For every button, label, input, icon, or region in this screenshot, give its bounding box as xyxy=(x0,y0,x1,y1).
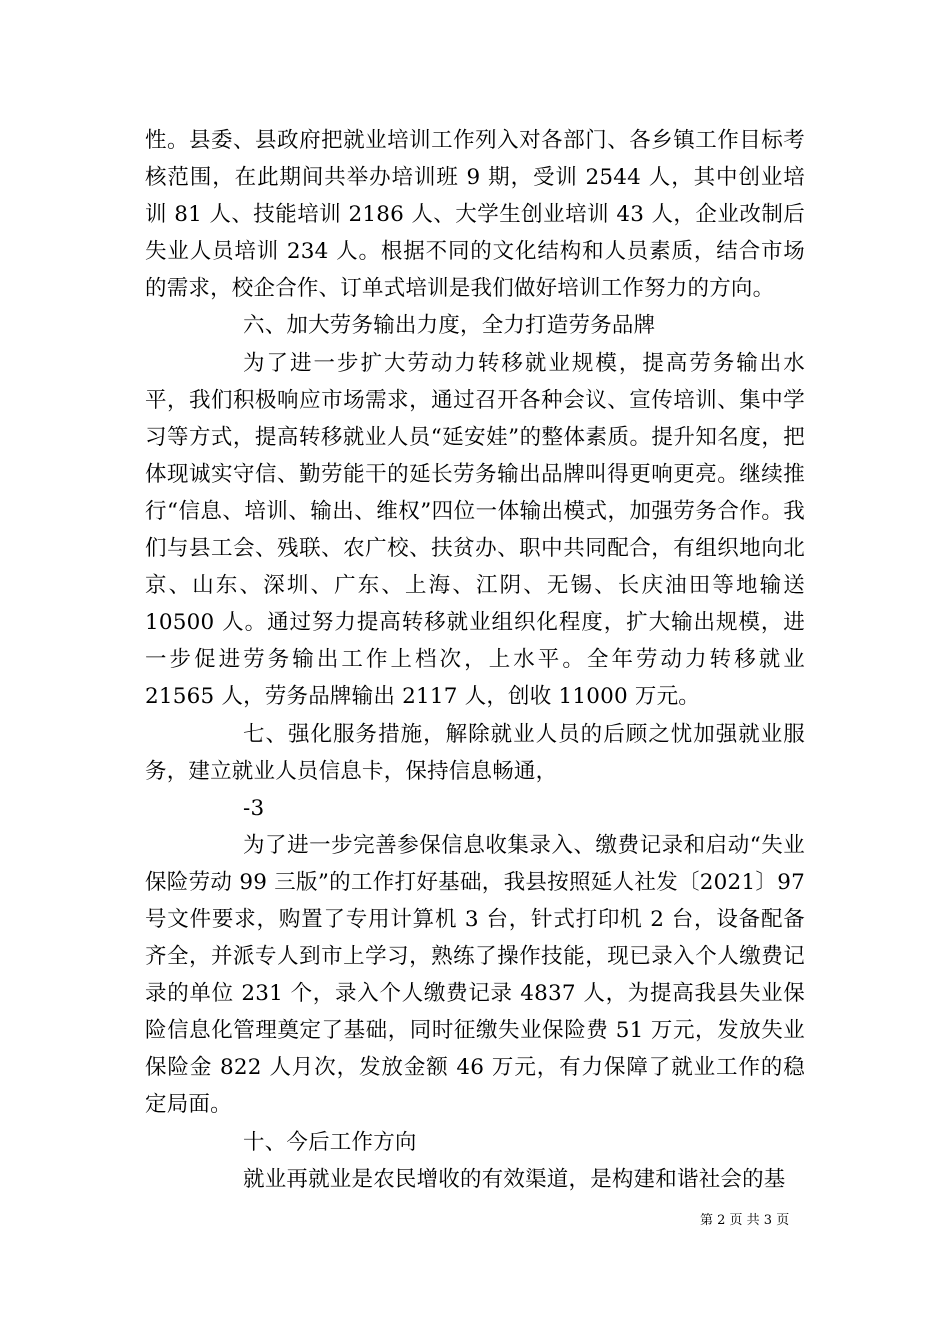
paragraph-2: 为了进一步扩大劳动力转移就业规模，提高劳务输出水平，我们积极响应市场需求，通过召开各种会议、宣传培训、集中学习等方式，提高转移就业人员“延安娃”的整体素质。提升知名度，把体现诚实守信、勤劳能干的延长劳务输出品牌叫得更响更亮。继续推行“信息、培训、输出、维权”四位一体输出模式，加强劳务合作。我们与县工会、残联、农广校、扶贫办、职中共同配合，有组织地向北京、山东、深圳、广东、上海、江阴、无锡、长庆油田等地输送 10500 人。通过努力提高转移就业组织化程度，扩大输出规模，进一步促进劳务输出工作上档次，上水平。全年劳动力转移就业 21565 人，劳务品牌输出 2117 人，创收 11000 万元。 xyxy=(145,350,805,710)
page-number-footer: 第 2 页 共 3 页 xyxy=(700,1213,790,1228)
section-heading-6: 六、加大劳务输出力度，全力打造劳务品牌 xyxy=(243,313,656,339)
section-heading-7: 七、强化服务措施，解除就业人员的后顾之忧加强就业服务，建立就业人员信息卡，保持信息畅通， xyxy=(145,721,805,784)
paragraph-4: 就业再就业是农民增收的有效渠道，是构建和谐社会的基 xyxy=(243,1166,786,1192)
paragraph-1: 性。县委、县政府把就业培训工作列入对各部门、各乡镇工作目标考核范围，在此期间共举办培训班 9 期，受训 2544 人，其中创业培训 81 人、技能培训 2186 人、大学生创业培训 43 人，企业改制后失业人员培训 234 人。根据不同的文化结构和人员素质，结合市场的需求，校企合作、订单式培训是我们做好培训工作努力的方向。 xyxy=(145,128,805,302)
section-heading-10: 十、今后工作方向 xyxy=(243,1129,417,1155)
document-body xyxy=(145,122,805,1198)
inline-marker: -3 xyxy=(243,795,265,821)
paragraph-3: 为了进一步完善参保信息收集录入、缴费记录和启动“失业保险劳动 99 三版”的工作打好基础，我县按照延人社发〔2021〕97 号文件要求，购置了专用计算机 3 台，针式打印机 2 台，设备配备齐全，并派专人到市上学习，熟练了操作技能，现已录入个人缴费记录的单位 231 个，录入个人缴费记录 4837 人，为提高我县失业保险信息化管理奠定了基础，同时征缴失业保险费 51 万元，发放失业保险金 822 人月次，发放金额 46 万元，有力保障了就业工作的稳定局面。 xyxy=(145,832,805,1118)
